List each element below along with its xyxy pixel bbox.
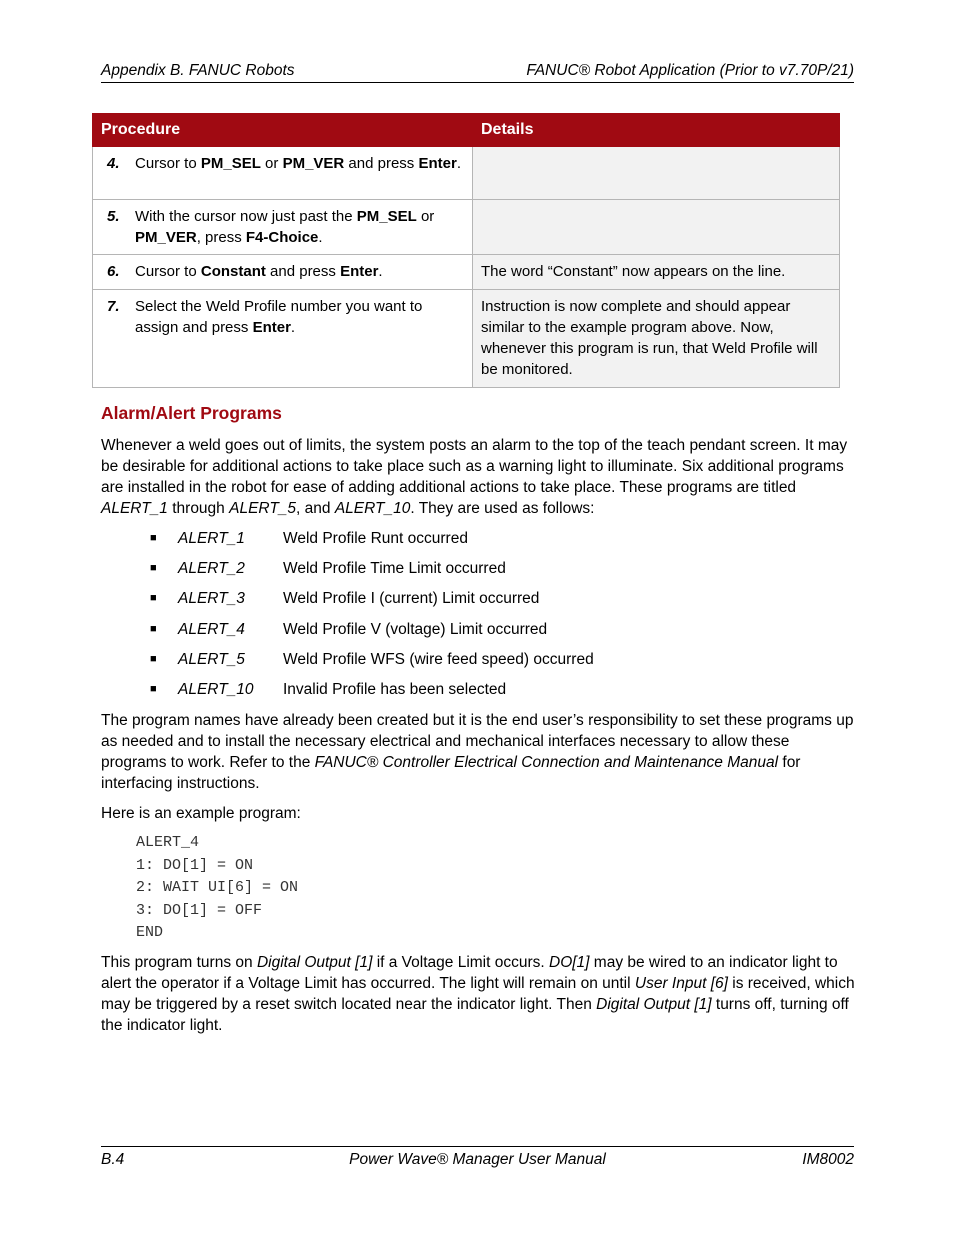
- text-run: PM_VER: [135, 229, 197, 246]
- procedure-cell: [93, 147, 473, 200]
- table-row: [93, 290, 840, 388]
- page-header: [101, 60, 854, 83]
- bullet-icon: ■: [150, 562, 157, 575]
- page-footer: [101, 1146, 854, 1177]
- text-run: if a Voltage Limit occurs.: [372, 954, 549, 971]
- bullet-icon: ■: [150, 652, 157, 665]
- footer-title: Power Wave® Manager User Manual: [349, 1151, 606, 1168]
- footer-doc-id: IM8002: [802, 1151, 854, 1168]
- list-item: [150, 649, 594, 679]
- section-title: Alarm/Alert Programs: [101, 403, 282, 423]
- text-run: ALERT_1: [101, 500, 168, 517]
- text-run: PM_SEL: [356, 208, 417, 225]
- alert-name: ALERT_4: [178, 620, 245, 638]
- details-cell: Instruction is now complete and should appear similar to the example program above. Now, whenever this program is run, that Weld Profile will be monitored.: [473, 290, 840, 388]
- alert-list: [150, 528, 594, 709]
- table-row: [93, 200, 840, 255]
- alert-description: Weld Profile Runt occurred: [283, 530, 468, 547]
- alert-description: Weld Profile WFS (wire feed speed) occurred: [283, 650, 594, 668]
- text-run: PM_SEL: [200, 155, 261, 172]
- procedure-table-body: [93, 147, 840, 388]
- bullet-icon: ■: [150, 682, 157, 695]
- step-number: 5.: [107, 208, 120, 225]
- text-run: ALERT_5: [229, 500, 297, 517]
- text-run: Digital Output [1]: [596, 996, 712, 1013]
- table-header-row: [93, 114, 840, 147]
- col-procedure: Procedure: [93, 114, 473, 147]
- alert-description: Weld Profile V (voltage) Limit occurred: [283, 620, 548, 638]
- alert-description: Weld Profile Time Limit occurred: [283, 560, 506, 578]
- text-run: Cursor to: [135, 155, 201, 172]
- text-run: The program names have already been created but it is the end user’s responsibility to set these programs up as needed and to install the necessary electrical and mechanical interfaces necessary to allow these programs to work. Refer to the: [101, 712, 854, 771]
- text-run: through: [167, 500, 230, 517]
- text-run: This program turns on: [101, 954, 257, 971]
- text-run: and press: [265, 263, 341, 280]
- table-row: [93, 147, 840, 200]
- text-run: User Input [6]: [634, 975, 728, 992]
- bullet-icon: ■: [150, 532, 157, 544]
- text-run: Select the Weld Profile number you want to assign and press: [135, 298, 423, 336]
- step-text: [135, 206, 462, 248]
- header-left: Appendix B. FANUC Robots: [101, 62, 295, 79]
- step-number: 7.: [107, 298, 120, 315]
- text-run: or: [260, 155, 283, 172]
- list-item: [150, 619, 594, 649]
- procedure-step: [107, 153, 462, 174]
- text-run: Enter: [340, 263, 379, 280]
- procedure-step: [107, 296, 462, 338]
- example-intro: Here is an example program:: [101, 805, 301, 822]
- text-run: .: [378, 263, 383, 280]
- explanation-paragraph: [101, 952, 855, 1036]
- text-run: DO[1]: [549, 954, 590, 971]
- header-right: FANUC® Robot Application (Prior to v7.70P/21): [526, 62, 854, 79]
- alert-description: Weld Profile I (current) Limit occurred: [283, 590, 540, 608]
- text-run: PM_VER: [282, 155, 345, 172]
- list-item: [150, 558, 594, 588]
- example-program-code: ALERT_4 1: DO[1] = ON 2: WAIT UI[6] = ON 3: DO[1] = OFF END: [136, 834, 299, 942]
- text-run: ALERT_10: [334, 500, 411, 517]
- procedure-cell: [93, 290, 473, 388]
- step-text: [135, 153, 462, 174]
- list-item: [150, 588, 594, 618]
- details-cell: [473, 147, 840, 200]
- text-run: may be wired to an indicator light to alert the operator if a Voltage Limit has occurred. The light will remain on until: [101, 954, 838, 992]
- text-run: and press: [344, 155, 419, 172]
- text-run: , press: [196, 229, 246, 246]
- bullet-icon: ■: [150, 622, 157, 635]
- details-cell: The word “Constant” now appears on the line.: [473, 255, 840, 290]
- col-details: Details: [473, 114, 840, 147]
- text-run: FANUC® Controller Electrical Connection and Maintenance Manual: [314, 754, 779, 771]
- procedure-table: [92, 113, 840, 388]
- step-number: 4.: [107, 155, 120, 172]
- text-run: With the cursor now just past the: [135, 208, 357, 225]
- text-run: Cursor to: [135, 263, 201, 280]
- intro-paragraph: [101, 435, 855, 519]
- alert-name: ALERT_3: [178, 590, 245, 608]
- text-run: Constant: [200, 263, 266, 280]
- alert-description: Invalid Profile has been selected: [283, 680, 507, 698]
- text-run: for interfacing instructions.: [101, 754, 801, 792]
- table-row: [93, 255, 840, 290]
- text-run: , and: [296, 500, 335, 517]
- procedure-cell: [93, 255, 473, 290]
- text-run: turns off, turning off the indicator light.: [101, 996, 849, 1034]
- list-item: [150, 528, 594, 558]
- step-text: [135, 261, 462, 282]
- bullet-icon: ■: [150, 592, 157, 605]
- list-item: [150, 679, 594, 709]
- procedure-step: [107, 261, 462, 282]
- alert-name: ALERT_10: [178, 680, 254, 698]
- program-names-paragraph: [101, 710, 855, 794]
- procedure-cell: [93, 200, 473, 255]
- text-run: Whenever a weld goes out of limits, the system posts an alarm to the top of the teach pendant screen. It may be desirable for additional actions to take place such as a warning light to illuminate. Six additional programs are installed in the robot for ease of adding additional actions to take place. These programs are titled: [101, 437, 848, 496]
- text-run: or: [416, 208, 435, 225]
- text-run: F4-Choice: [245, 229, 319, 246]
- text-run: Enter: [252, 319, 291, 336]
- alert-name: ALERT_1: [178, 530, 245, 547]
- text-run: . They are used as follows:: [410, 500, 595, 517]
- text-run: .: [318, 229, 323, 246]
- text-run: is received, which may be triggered by a reset switch located near the indicator light. Then: [101, 975, 855, 1013]
- procedure-step: [107, 206, 462, 248]
- text-run: .: [456, 155, 461, 172]
- text-run: .: [290, 319, 296, 336]
- alert-name: ALERT_2: [178, 560, 245, 578]
- footer-page-number: B.4: [101, 1151, 125, 1168]
- step-number: 6.: [107, 263, 120, 280]
- text-run: Digital Output [1]: [256, 954, 373, 971]
- details-cell: [473, 200, 840, 255]
- step-text: [135, 296, 462, 338]
- alert-name: ALERT_5: [178, 650, 245, 668]
- text-run: Enter: [418, 155, 457, 172]
